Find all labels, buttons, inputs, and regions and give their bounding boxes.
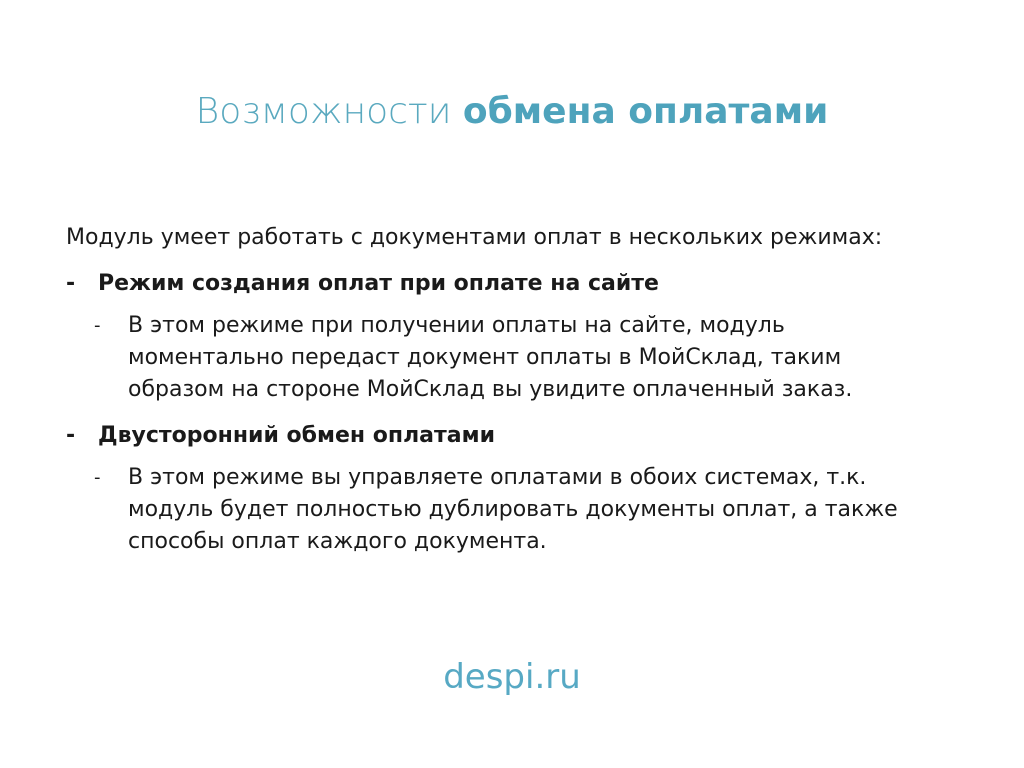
section-title: Режим создания оплат при оплате на сайте xyxy=(98,271,659,296)
bullet-dash: - xyxy=(66,423,76,448)
intro-text: Модуль умеет работать с документами оплат в нескольких режимах: xyxy=(66,225,883,250)
sub-bullet-dash: - xyxy=(94,315,101,336)
description-text: В этом режиме при получении оплаты на сайте, модуль моментально передаст документ оплаты в МойСклад, таким образом на стороне МойСклад вы увидите оплаченный заказ. xyxy=(128,313,853,402)
section-2 xyxy=(66,420,966,558)
section-heading xyxy=(66,268,966,300)
section-description xyxy=(94,462,966,558)
page-title xyxy=(0,90,1024,134)
footer-brand: despi.ru xyxy=(443,657,581,697)
sub-bullet-dash: - xyxy=(94,467,101,488)
title-bold: обмена оплатами xyxy=(462,91,829,132)
section-1 xyxy=(66,268,966,406)
description-text: В этом режиме вы управляете оплатами в обоих системах, т.к. модуль будет полностью дублировать документы оплат, а также способы оплат каждого документа. xyxy=(128,465,898,554)
title-regular: Возможности xyxy=(195,91,463,132)
section-description xyxy=(94,310,966,406)
content-block xyxy=(66,222,966,572)
section-title: Двусторонний обмен оплатами xyxy=(98,423,496,448)
section-heading xyxy=(66,420,966,452)
bullet-dash: - xyxy=(66,271,76,296)
